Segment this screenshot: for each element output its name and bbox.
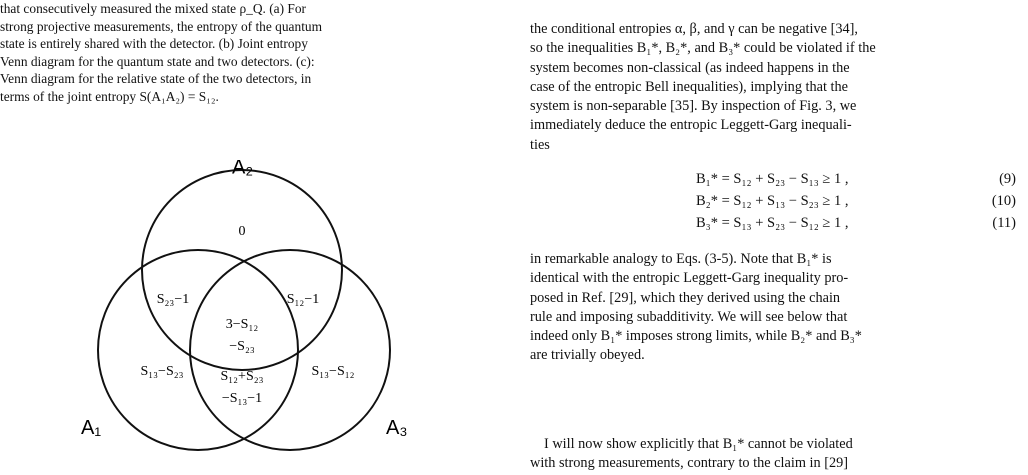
region-bottom-line2: −S₁₃−1 — [221, 391, 263, 406]
text-line: posed in Ref. [29], which they derived using the chain — [530, 289, 841, 306]
text-line: are trivially obeyed. — [530, 347, 645, 364]
caption-line: strong projective measurements, the entropy of the quantum — [0, 18, 323, 34]
region-bottom-line1: S₁₂+S₂₃ — [220, 369, 264, 384]
equation-11 — [530, 215, 1020, 237]
label-a1: A₁ — [81, 417, 102, 439]
equation-9 — [530, 171, 1020, 193]
text-line: ties — [530, 136, 550, 153]
venn-diagram — [0, 160, 495, 460]
left-column — [0, 0, 495, 439]
equation-expression: B₃* = S₁₃ + S₂₃ − S₁₂ ≥ 1 , — [696, 215, 849, 231]
equation-number: (10) — [991, 193, 1016, 209]
equation-expression: B₂* = S₁₂ + S₁₃ − S₂₃ ≥ 1 , — [696, 193, 849, 209]
paragraph-strong-measurements — [530, 435, 1020, 474]
text-line: system is non-separable [35]. By inspection of Fig. 3, we — [530, 98, 857, 115]
text-line: I will now show explicitly that B₁* cannot be violated — [544, 436, 853, 452]
text-line: with strong measurements, contrary to the claim in [29] — [530, 455, 849, 472]
text-line: identical with the entropic Leggett-Garg inequality pro- — [530, 270, 849, 287]
text-line: system becomes non-classical (as indeed happens in the — [530, 59, 850, 76]
caption-line: terms of the joint entropy S(A₁A₂) = S₁₂. — [0, 88, 219, 104]
text-line: in remarkable analogy to Eqs. (3-5). Note that B₁* is — [530, 251, 832, 267]
region-left: S₁₃−S₂₃ — [140, 364, 184, 379]
text-line: immediately deduce the entropic Leggett-Garg inequali- — [530, 117, 852, 134]
right-column — [530, 0, 1020, 475]
region-top-left: S₂₃−1 — [156, 292, 190, 307]
region-right: S₁₃−S₁₂ — [311, 364, 355, 379]
region-center-line2: −S₂₃ — [229, 339, 255, 354]
text-line: indeed only B₁* imposes strong limits, while B₂* and B₃* — [530, 328, 862, 345]
text-line: so the inequalities B₁*, B₂*, and B₃* could be violated if the — [530, 40, 876, 57]
circle-a1 — [98, 250, 298, 450]
text-line: rule and imposing subadditivity. We will see below that — [530, 308, 848, 325]
text-line: case of the entropic Bell inequalities), implying that the — [530, 78, 849, 95]
equation-number: (11) — [992, 215, 1016, 231]
paragraph-conditional-entropies — [530, 20, 1020, 155]
caption-line: Venn diagram for the relative state of the two detectors, in — [0, 71, 312, 87]
region-center-line1: 3−S₁₂ — [225, 317, 259, 332]
region-top: 0 — [238, 224, 246, 239]
caption-line: that consecutively measured the mixed state ρ_Q. (a) For — [0, 1, 307, 16]
equation-10 — [530, 193, 1020, 215]
caption-line: Venn diagram for the quantum state and two detectors. (c): — [0, 53, 315, 69]
label-a2: A₂ — [232, 160, 254, 179]
circle-a3 — [190, 250, 390, 450]
region-top-right: S₁₂−1 — [286, 292, 320, 307]
caption-line: state is entirely shared with the detector. (b) Joint entropy — [0, 36, 308, 52]
figure-caption — [0, 0, 495, 106]
equation-expression: B₁* = S₁₂ + S₂₃ − S₁₃ ≥ 1 , — [696, 171, 849, 187]
paragraph-analogy — [530, 250, 1020, 366]
text-line: the conditional entropies α, β, and γ can be negative [34], — [530, 21, 858, 37]
label-a3: A₃ — [386, 417, 408, 439]
equation-number: (9) — [999, 171, 1016, 187]
